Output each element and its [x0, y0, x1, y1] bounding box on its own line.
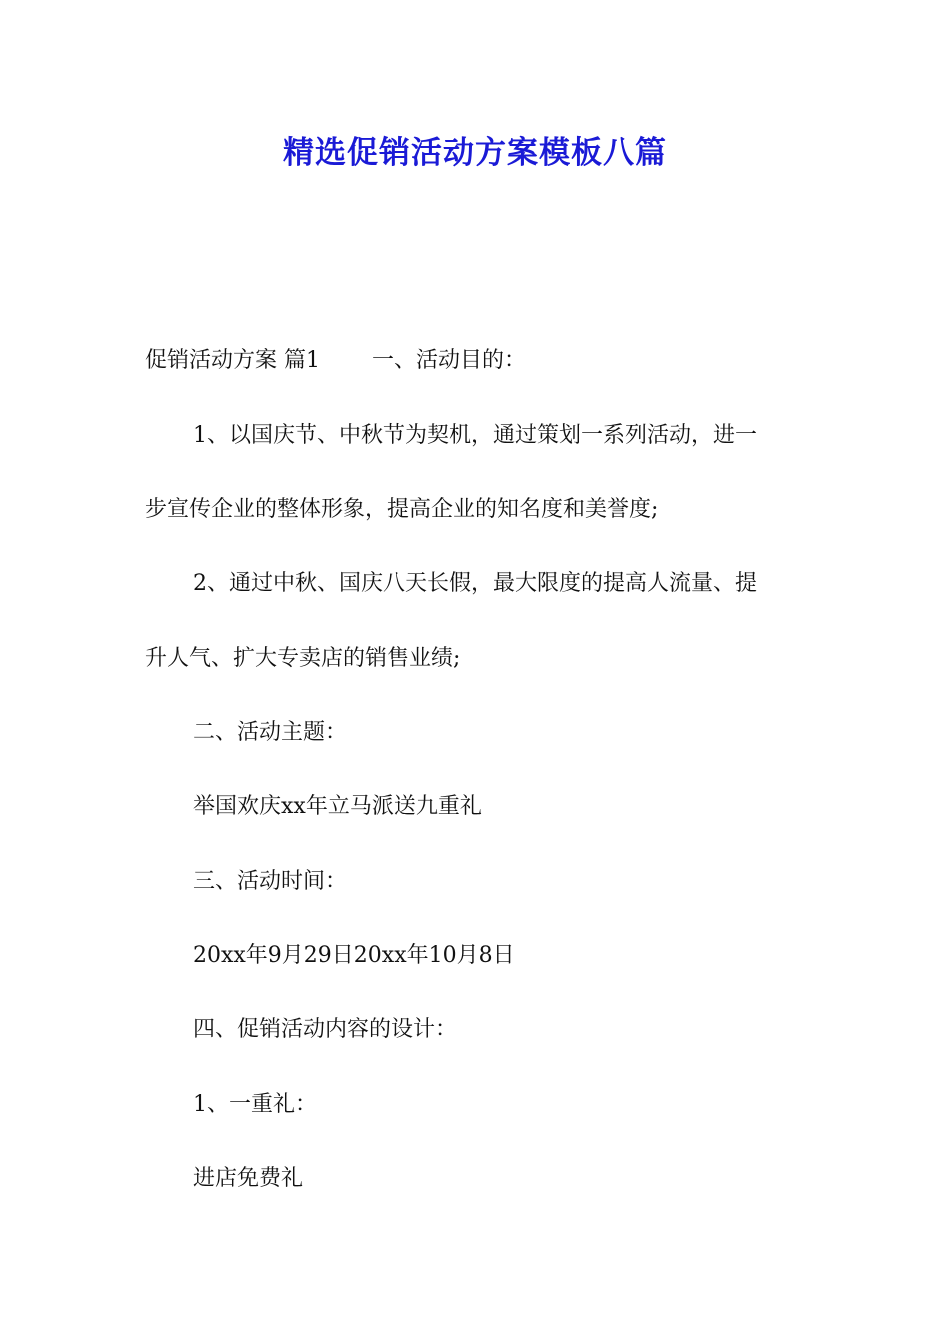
header-line: [145, 345, 526, 377]
list-item-label: 1、一重礼：: [193, 1092, 317, 1117]
document-title: 精选促销活动方案模板八篇: [283, 135, 667, 171]
heading-activity-theme: 二、活动主题：: [193, 720, 348, 745]
paragraph-line: 举国欢庆xx年立马派送九重礼: [193, 794, 482, 819]
paragraph-line: 20xx年9月29日20xx年10月8日: [193, 943, 515, 968]
paragraph-line: 2、通过中秋、国庆八天长假，最大限度的提高人流量、提: [193, 571, 757, 596]
section-label: 促销活动方案 篇1: [145, 348, 320, 373]
paragraph-line: 步宣传企业的整体形象，提高企业的知名度和美誉度;: [145, 497, 659, 522]
paragraph-line: 1、以国庆节、中秋节为契机，通过策划一系列活动，进一: [193, 423, 757, 448]
heading-activity-time: 三、活动时间：: [193, 869, 348, 894]
paragraph-line: 进店免费礼: [193, 1166, 304, 1191]
paragraph-line: 升人气、扩大专卖店的销售业绩;: [145, 646, 461, 671]
heading-activity-content: 四、促销活动内容的设计：: [193, 1017, 458, 1042]
heading-activity-purpose: 一、活动目的：: [372, 348, 527, 373]
